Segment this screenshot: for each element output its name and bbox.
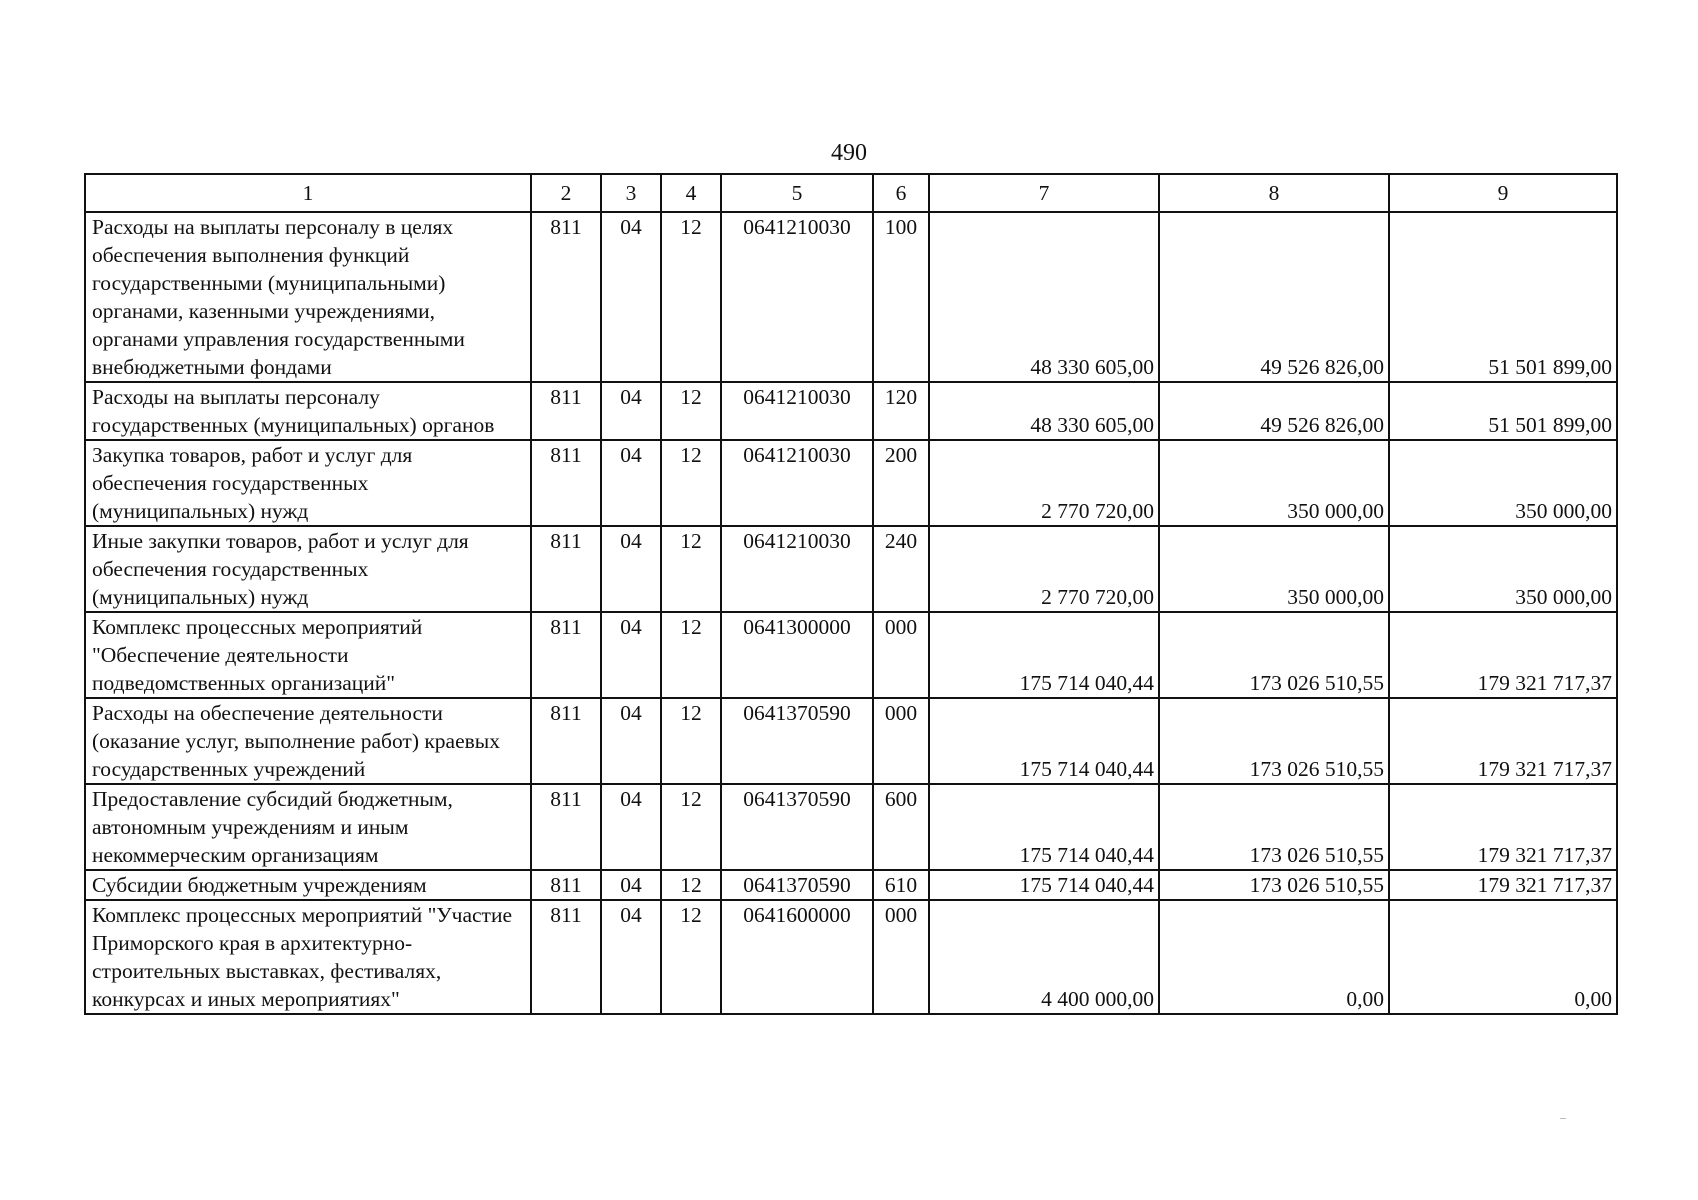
table-row <box>85 870 1617 900</box>
cell-ministry-code: 811 <box>531 698 601 784</box>
cell-amount-year-1: 4 400 000,00 <box>929 900 1159 1014</box>
cell-subsection-code: 12 <box>661 612 721 698</box>
cell-amount-year-1: 48 330 605,00 <box>929 212 1159 382</box>
cell-amount-year-2: 173 026 510,55 <box>1159 612 1389 698</box>
cell-section-code: 04 <box>601 212 661 382</box>
cell-amount-year-1: 175 714 040,44 <box>929 612 1159 698</box>
cell-amount-year-1: 175 714 040,44 <box>929 870 1159 900</box>
cell-subsection-code: 12 <box>661 900 721 1014</box>
cell-amount-year-1: 2 770 720,00 <box>929 440 1159 526</box>
cell-target-article-code: 0641370590 <box>721 870 873 900</box>
cell-ministry-code: 811 <box>531 870 601 900</box>
cell-amount-year-2: 0,00 <box>1159 900 1389 1014</box>
cell-amount-year-1: 175 714 040,44 <box>929 698 1159 784</box>
cell-section-code: 04 <box>601 526 661 612</box>
table-row <box>85 212 1617 382</box>
cell-name: Комплекс процессных мероприятий "Участие Приморского края в архитектурно-строительных выставках, фестивалях, конкурсах и иных мероприятиях" <box>85 900 531 1014</box>
table-row <box>85 698 1617 784</box>
cell-target-article-code: 0641210030 <box>721 526 873 612</box>
column-header-year-2: 8 <box>1159 174 1389 212</box>
cell-subsection-code: 12 <box>661 698 721 784</box>
cell-name: Комплекс процессных мероприятий "Обеспечение деятельности подведомственных организаций" <box>85 612 531 698</box>
cell-amount-year-2: 350 000,00 <box>1159 440 1389 526</box>
cell-section-code: 04 <box>601 870 661 900</box>
cell-amount-year-2: 350 000,00 <box>1159 526 1389 612</box>
cell-amount-year-2: 173 026 510,55 <box>1159 784 1389 870</box>
page-number: 490 <box>831 140 867 166</box>
cell-amount-year-3: 179 321 717,37 <box>1389 698 1617 784</box>
scan-mark <box>1560 1118 1566 1119</box>
table-header-row <box>85 174 1617 212</box>
cell-amount-year-3: 51 501 899,00 <box>1389 382 1617 440</box>
cell-target-article-code: 0641210030 <box>721 212 873 382</box>
cell-section-code: 04 <box>601 612 661 698</box>
column-header-year-3: 9 <box>1389 174 1617 212</box>
cell-amount-year-3: 51 501 899,00 <box>1389 212 1617 382</box>
column-header-ministry: 2 <box>531 174 601 212</box>
cell-target-article-code: 0641600000 <box>721 900 873 1014</box>
cell-expense-type-code: 000 <box>873 698 929 784</box>
cell-amount-year-2: 49 526 826,00 <box>1159 382 1389 440</box>
cell-amount-year-3: 350 000,00 <box>1389 440 1617 526</box>
cell-ministry-code: 811 <box>531 612 601 698</box>
table-row <box>85 382 1617 440</box>
table-row <box>85 900 1617 1014</box>
cell-amount-year-2: 49 526 826,00 <box>1159 212 1389 382</box>
cell-ministry-code: 811 <box>531 900 601 1014</box>
cell-target-article-code: 0641210030 <box>721 440 873 526</box>
cell-subsection-code: 12 <box>661 212 721 382</box>
cell-amount-year-3: 350 000,00 <box>1389 526 1617 612</box>
cell-expense-type-code: 610 <box>873 870 929 900</box>
cell-name: Расходы на выплаты персоналу государственных (муниципальных) органов <box>85 382 531 440</box>
cell-expense-type-code: 000 <box>873 612 929 698</box>
column-header-target-article: 5 <box>721 174 873 212</box>
column-header-name: 1 <box>85 174 531 212</box>
cell-section-code: 04 <box>601 382 661 440</box>
table-row <box>85 784 1617 870</box>
column-header-subsection: 4 <box>661 174 721 212</box>
cell-expense-type-code: 120 <box>873 382 929 440</box>
cell-target-article-code: 0641210030 <box>721 382 873 440</box>
cell-ministry-code: 811 <box>531 382 601 440</box>
cell-amount-year-1: 48 330 605,00 <box>929 382 1159 440</box>
cell-section-code: 04 <box>601 784 661 870</box>
cell-name: Закупка товаров, работ и услуг для обеспечения государственных (муниципальных) нужд <box>85 440 531 526</box>
cell-subsection-code: 12 <box>661 784 721 870</box>
table-row <box>85 440 1617 526</box>
cell-name: Расходы на выплаты персоналу в целях обеспечения выполнения функций государственными (муниципальными) органами, казенными учреждениями, органами управления государственными внебюджетными фондами <box>85 212 531 382</box>
cell-amount-year-3: 179 321 717,37 <box>1389 870 1617 900</box>
cell-subsection-code: 12 <box>661 382 721 440</box>
column-header-year-1: 7 <box>929 174 1159 212</box>
cell-subsection-code: 12 <box>661 526 721 612</box>
cell-ministry-code: 811 <box>531 440 601 526</box>
cell-amount-year-3: 179 321 717,37 <box>1389 784 1617 870</box>
cell-section-code: 04 <box>601 698 661 784</box>
budget-table <box>84 173 1618 1015</box>
cell-section-code: 04 <box>601 440 661 526</box>
cell-section-code: 04 <box>601 900 661 1014</box>
cell-expense-type-code: 600 <box>873 784 929 870</box>
table-body <box>85 212 1617 1014</box>
column-header-section: 3 <box>601 174 661 212</box>
cell-amount-year-2: 173 026 510,55 <box>1159 698 1389 784</box>
cell-name: Иные закупки товаров, работ и услуг для обеспечения государственных (муниципальных) нужд <box>85 526 531 612</box>
cell-expense-type-code: 240 <box>873 526 929 612</box>
cell-target-article-code: 0641300000 <box>721 612 873 698</box>
column-header-expense-type: 6 <box>873 174 929 212</box>
cell-ministry-code: 811 <box>531 526 601 612</box>
cell-amount-year-3: 0,00 <box>1389 900 1617 1014</box>
cell-target-article-code: 0641370590 <box>721 698 873 784</box>
cell-name: Субсидии бюджетным учреждениям <box>85 870 531 900</box>
cell-expense-type-code: 200 <box>873 440 929 526</box>
table-row <box>85 612 1617 698</box>
cell-name: Предоставление субсидий бюджетным, автономным учреждениям и иным некоммерческим организациям <box>85 784 531 870</box>
cell-subsection-code: 12 <box>661 440 721 526</box>
cell-ministry-code: 811 <box>531 784 601 870</box>
cell-amount-year-1: 2 770 720,00 <box>929 526 1159 612</box>
cell-amount-year-3: 179 321 717,37 <box>1389 612 1617 698</box>
cell-name: Расходы на обеспечение деятельности (оказание услуг, выполнение работ) краевых государственных учреждений <box>85 698 531 784</box>
cell-target-article-code: 0641370590 <box>721 784 873 870</box>
cell-subsection-code: 12 <box>661 870 721 900</box>
table-row <box>85 526 1617 612</box>
cell-ministry-code: 811 <box>531 212 601 382</box>
cell-expense-type-code: 100 <box>873 212 929 382</box>
cell-amount-year-1: 175 714 040,44 <box>929 784 1159 870</box>
cell-amount-year-2: 173 026 510,55 <box>1159 870 1389 900</box>
cell-expense-type-code: 000 <box>873 900 929 1014</box>
